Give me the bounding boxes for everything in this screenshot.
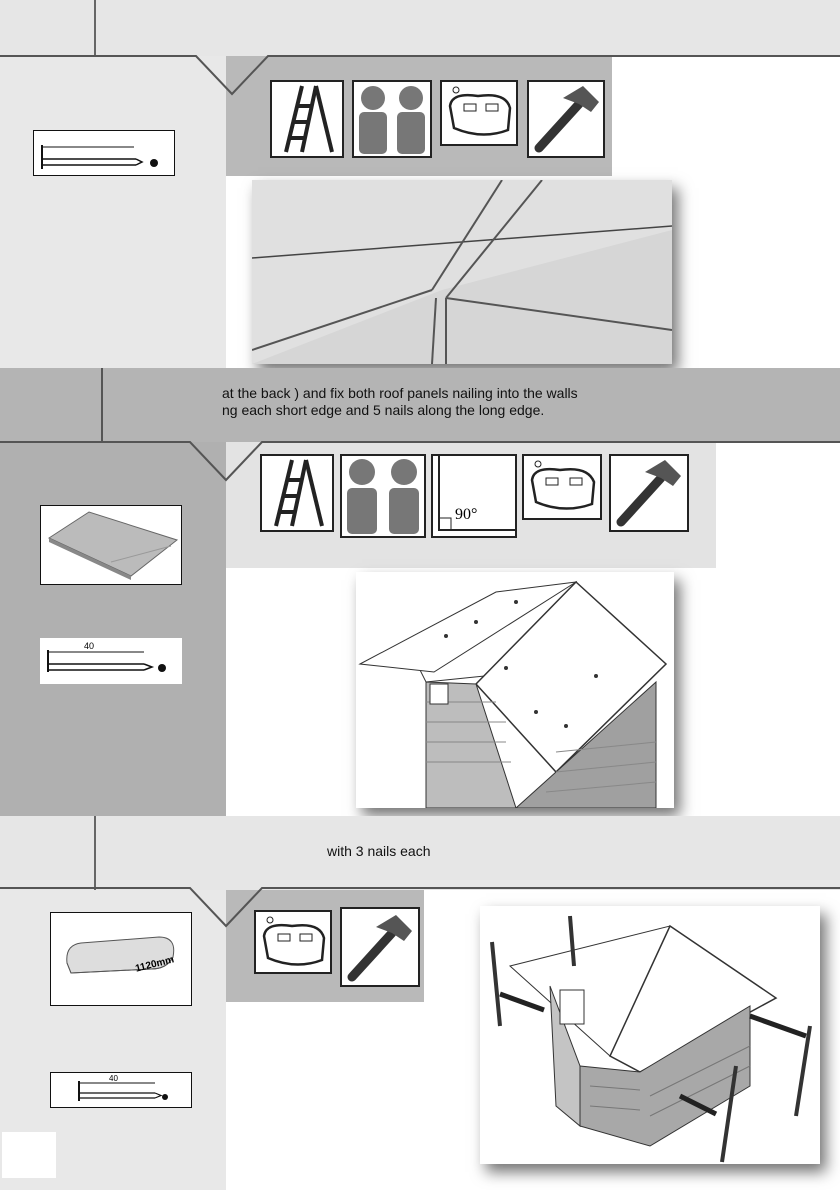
roof-panel-box [40,505,182,585]
ladder-icon [270,80,344,158]
step1-header-divider [94,0,96,56]
two-people-icon [352,80,432,158]
fascia-length-label: 1120mm [134,954,176,975]
shed-fascia-illustration [480,906,820,1164]
safety-goggles-icon [440,80,518,146]
nail-icon [51,1073,191,1107]
roof-panel-icon [41,506,181,584]
nail-spec-box-40 [40,638,182,684]
hammer-icon [340,907,420,987]
shed-roof-nailing-illustration [356,572,674,808]
step1-header-band [0,0,840,56]
step2-instruction-line2: ng each short edge and 5 nails along the long edge. [222,402,545,418]
ladder-icon [260,454,334,532]
step1-sidebar [0,56,226,368]
roof-ridge-illustration [252,180,672,364]
step3-header-divider [94,816,96,890]
nail-length-label: 40 [109,1074,118,1083]
step2-instruction-line1: at the back ) and fix both roof panels nailing into the walls [222,385,578,401]
two-people-icon [340,454,426,538]
nail-spec-box [33,130,175,176]
step2-header-divider [101,368,103,442]
nail-spec-box-40 [50,1072,192,1108]
hammer-icon [527,80,605,158]
step2-sidebar [0,442,226,816]
page-corner-box [2,1132,56,1178]
step3-instruction: with 3 nails each [327,843,431,859]
safety-goggles-icon [522,454,602,520]
safety-goggles-icon [254,910,332,974]
nail-icon [34,131,174,175]
nail-icon [40,638,182,684]
nail-length-label: 40 [84,641,95,651]
hammer-icon [609,454,689,532]
right-angle-label: 90° [455,506,478,523]
fascia-board-box [50,912,192,1006]
set-square-icon [431,454,517,538]
